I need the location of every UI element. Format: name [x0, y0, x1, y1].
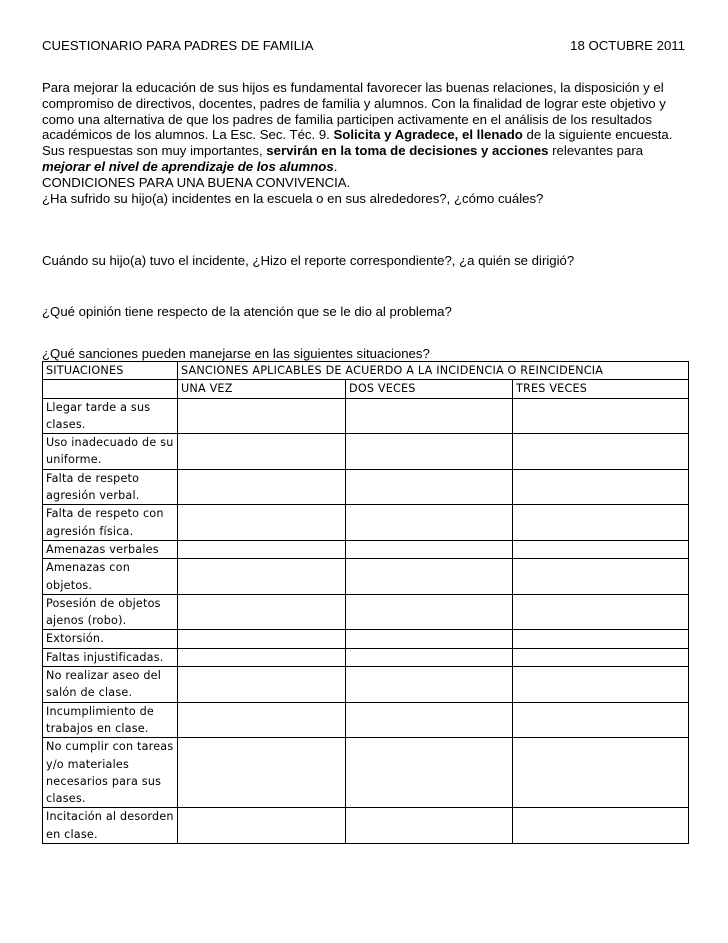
answer-cell-dos-veces[interactable] [346, 469, 513, 505]
answer-cell-tres-veces[interactable] [513, 594, 689, 630]
answer-cell-dos-veces[interactable] [346, 540, 513, 558]
answer-cell-una-vez[interactable] [178, 667, 346, 703]
conditions-heading: CONDICIONES PARA UNA BUENA CONVIVENCIA. [42, 174, 351, 190]
answer-cell-una-vez[interactable] [178, 630, 346, 648]
subheader-empty-cell [43, 380, 178, 398]
answer-cell-una-vez[interactable] [178, 469, 346, 505]
document-date: 18 OCTUBRE 2011 [570, 38, 685, 53]
answer-cell-tres-veces[interactable] [513, 702, 689, 738]
answer-cell-tres-veces[interactable] [513, 808, 689, 844]
answer-cell-una-vez[interactable] [178, 540, 346, 558]
answer-cell-una-vez[interactable] [178, 434, 346, 470]
answer-cell-tres-veces[interactable] [513, 505, 689, 541]
situation-label: Llegar tarde a sus clases. [43, 398, 178, 434]
situation-label: Falta de respeto agresión verbal. [43, 469, 178, 505]
document-header [42, 38, 688, 53]
subheader-dos-veces: DOS VECES [346, 380, 513, 398]
answer-cell-una-vez[interactable] [178, 559, 346, 595]
answer-cell-una-vez[interactable] [178, 505, 346, 541]
subheader-tres-veces: TRES VECES [513, 380, 689, 398]
answer-cell-tres-veces[interactable] [513, 540, 689, 558]
header-situaciones: SITUACIONES [43, 362, 178, 380]
answer-cell-tres-veces[interactable] [513, 469, 689, 505]
situation-label: Amenazas con objetos. [43, 559, 178, 595]
answer-cell-tres-veces[interactable] [513, 398, 689, 434]
intro-text [42, 80, 690, 206]
situation-label: Faltas injustificadas. [43, 648, 178, 666]
intro-paragraph-2: Sus respuestas son muy importantes, servirán en la toma de decisiones y acciones relevantes para mejorar el nivel de aprendizaje de los alumnos. [42, 143, 644, 174]
table-row [43, 630, 689, 648]
question-2: Cuándo su hijo(a) tuvo el incidente, ¿Hizo el reporte correspondiente?, ¿a quién se dirigió? [42, 253, 575, 268]
question-1: ¿Ha sufrido su hijo(a) incidentes en la escuela o en sus alrededores?, ¿cómo cuáles? [42, 190, 544, 206]
document-title: CUESTIONARIO PARA PADRES DE FAMILIA [42, 38, 314, 53]
table-row [43, 702, 689, 738]
answer-cell-dos-veces[interactable] [346, 702, 513, 738]
answer-cell-dos-veces[interactable] [346, 434, 513, 470]
answer-cell-una-vez[interactable] [178, 808, 346, 844]
answer-cell-tres-veces[interactable] [513, 559, 689, 595]
table-row [43, 808, 689, 844]
answer-cell-tres-veces[interactable] [513, 648, 689, 666]
answer-cell-dos-veces[interactable] [346, 667, 513, 703]
table-subheader-row [43, 380, 689, 398]
answer-cell-dos-veces[interactable] [346, 559, 513, 595]
subheader-una-vez: UNA VEZ [178, 380, 346, 398]
answer-cell-dos-veces[interactable] [346, 648, 513, 666]
table-row [43, 434, 689, 470]
situation-label: Incumplimiento de trabajos en clase. [43, 702, 178, 738]
question-4: ¿Qué sanciones pueden manejarse en las siguientes situaciones? [42, 346, 430, 361]
answer-cell-una-vez[interactable] [178, 702, 346, 738]
answer-cell-tres-veces[interactable] [513, 738, 689, 808]
situation-label: Uso inadecuado de su uniforme. [43, 434, 178, 470]
table-row [43, 398, 689, 434]
answer-cell-dos-veces[interactable] [346, 630, 513, 648]
answer-cell-dos-veces[interactable] [346, 505, 513, 541]
table-row [43, 738, 689, 808]
table-row [43, 667, 689, 703]
answer-cell-tres-veces[interactable] [513, 630, 689, 648]
table-row [43, 594, 689, 630]
situation-label: No cumplir con tareas y/o materiales necesarios para sus clases. [43, 738, 178, 808]
intro-paragraph-1: Para mejorar la educación de sus hijos es fundamental favorecer las buenas relaciones, la disposición y el compromiso de directivos, docentes, padres de familia y alumnos. Con la finalidad de lograr este objetivo y como una alternativa de que los padres de familia participen activamente en el análisis de los resultados académicos de los alumnos. La Esc. Sec. Téc. 9. Solicita y Agradece, el llenado de la siguiente encuesta. [42, 80, 673, 143]
situation-label: No realizar aseo del salón de clase. [43, 667, 178, 703]
answer-cell-una-vez[interactable] [178, 648, 346, 666]
question-3: ¿Qué opinión tiene respecto de la atención que se le dio al problema? [42, 304, 452, 319]
sanctions-table [42, 361, 689, 844]
answer-cell-dos-veces[interactable] [346, 738, 513, 808]
answer-cell-tres-veces[interactable] [513, 667, 689, 703]
table-row [43, 559, 689, 595]
answer-cell-una-vez[interactable] [178, 594, 346, 630]
table-row [43, 505, 689, 541]
situation-label: Posesión de objetos ajenos (robo). [43, 594, 178, 630]
answer-cell-dos-veces[interactable] [346, 808, 513, 844]
table-row [43, 648, 689, 666]
answer-cell-dos-veces[interactable] [346, 594, 513, 630]
header-sanciones: SANCIONES APLICABLES DE ACUERDO A LA INCIDENCIA O REINCIDENCIA [178, 362, 689, 380]
situation-label: Falta de respeto con agresión física. [43, 505, 178, 541]
table-row [43, 469, 689, 505]
table-header-row [43, 362, 689, 380]
answer-cell-una-vez[interactable] [178, 398, 346, 434]
answer-cell-tres-veces[interactable] [513, 434, 689, 470]
situation-label: Amenazas verbales [43, 540, 178, 558]
answer-cell-dos-veces[interactable] [346, 398, 513, 434]
answer-cell-una-vez[interactable] [178, 738, 346, 808]
table-row [43, 540, 689, 558]
situation-label: Extorsión. [43, 630, 178, 648]
situation-label: Incitación al desorden en clase. [43, 808, 178, 844]
